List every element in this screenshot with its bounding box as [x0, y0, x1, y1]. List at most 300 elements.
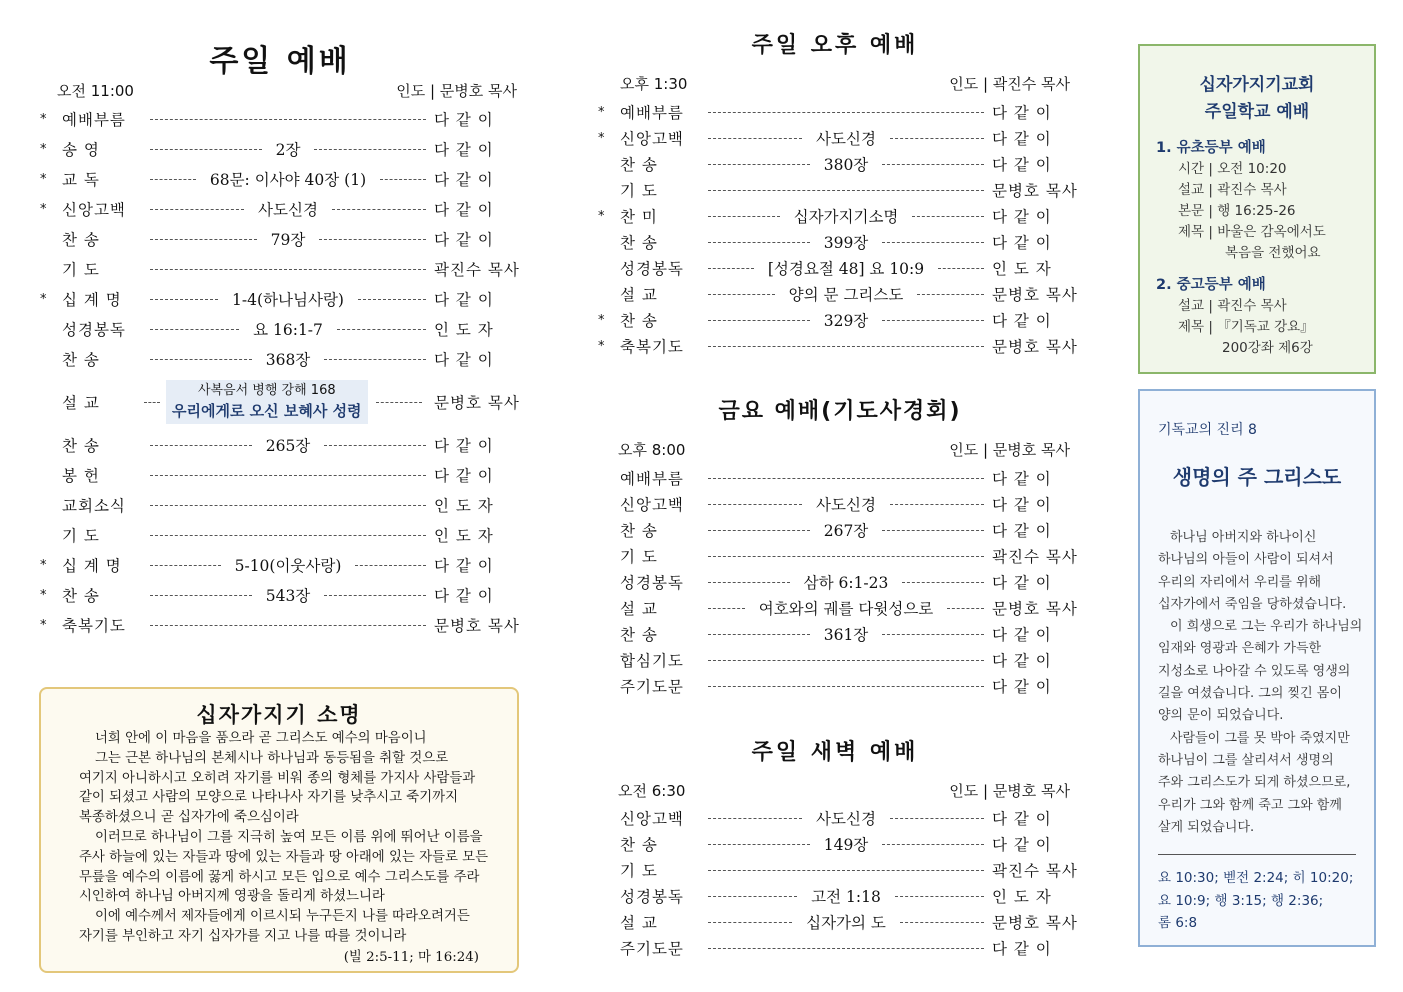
leader-line — [882, 530, 984, 531]
order-item-leader: 다 같 이 — [434, 587, 494, 605]
leader-line — [708, 582, 790, 583]
order-item-leader: 다 같 이 — [992, 156, 1052, 174]
leader-line — [902, 582, 984, 583]
standing-mark: * — [40, 111, 47, 127]
order-item — [40, 164, 516, 194]
leader-line — [150, 565, 221, 566]
order-item-leader: 다 같 이 — [992, 810, 1052, 828]
order-item-leader: 다 같 이 — [992, 678, 1052, 696]
order-item-detail: 329장 — [823, 312, 869, 330]
order-item-detail: 여호와의 궤를 다윗성으로 — [758, 600, 934, 618]
order-item-label: 신앙고백 — [620, 130, 684, 148]
order-item-leader: 다 같 이 — [992, 574, 1052, 592]
order-item-detail: 1-4(하나님사랑) — [232, 291, 344, 309]
order-item — [598, 569, 1070, 595]
main-service-order — [40, 104, 520, 640]
elementary-subject-cont: 복음을 전했어요 — [1225, 245, 1321, 261]
calling-line: 같이 되셨고 사람의 모양으로 나타나사 자기를 낮추시고 죽기까지 — [79, 790, 459, 806]
leader-line — [912, 216, 984, 217]
order-item-detail: 고전 1:18 — [811, 888, 881, 906]
leader-line — [708, 294, 775, 295]
dawn-service-leader: 인도 | 문병호 목사 — [949, 782, 1070, 800]
order-item-leader: 다 같 이 — [434, 111, 494, 129]
elementary-heading: 1. 유초등부 예배 — [1156, 140, 1266, 156]
truth-title: 생명의 주 그리스도 — [1172, 465, 1342, 489]
leader-line — [319, 239, 426, 240]
leader-line — [150, 149, 262, 150]
truth-line: 하나님의 아들이 사람이 되셔서 — [1158, 552, 1334, 568]
order-item — [598, 229, 1070, 255]
order-item — [598, 883, 1070, 909]
afternoon-service-order — [598, 99, 1078, 359]
order-item-detail: 삼하 6:1-23 — [803, 574, 889, 592]
leader-line — [890, 138, 984, 139]
order-item-label: 신앙고백 — [620, 810, 684, 828]
youth-section — [1156, 273, 1366, 359]
truth-line: 양의 문이 되었습니다. — [1158, 708, 1284, 724]
leader-line — [708, 530, 810, 531]
leader-line — [150, 595, 252, 596]
truth-line: 길을 여셨습니다. 그의 찢긴 몸이 — [1158, 686, 1342, 702]
elementary-section — [1156, 136, 1366, 264]
leader-line — [895, 896, 984, 897]
leader-line — [358, 299, 426, 300]
standing-mark: * — [40, 557, 47, 573]
leader-line — [708, 634, 810, 635]
order-item-label: 합심기도 — [620, 652, 684, 670]
order-item-detail: 사도신경 — [816, 496, 876, 514]
leader-line — [708, 346, 984, 347]
truth-line: 지성소로 나아갈 수 있도록 영생의 — [1158, 663, 1351, 679]
order-item-label: 예배부름 — [620, 104, 684, 122]
order-item-leader: 다 같 이 — [434, 291, 494, 309]
leader-line — [150, 625, 426, 626]
standing-mark: * — [40, 201, 47, 217]
truth-line: 이 희생으로 그는 우리가 하나님의 — [1170, 619, 1363, 635]
sunday-school-title-2: 주일학교 예배 — [1204, 102, 1310, 122]
order-item-leader: 문병호 목사 — [434, 394, 520, 412]
truth-line: 사람들이 그를 못 박아 죽였지만 — [1170, 730, 1350, 746]
order-item-leader: 다 같 이 — [992, 130, 1052, 148]
standing-mark: * — [598, 312, 605, 328]
order-item-leader: 다 같 이 — [992, 940, 1052, 958]
leader-line — [708, 686, 984, 687]
sermon-row — [40, 374, 520, 430]
truth-divider — [1158, 854, 1356, 855]
order-item-leader: 인 도 자 — [434, 527, 494, 545]
order-item-label: 설 교 — [620, 600, 658, 618]
order-item — [40, 550, 516, 580]
calling-box — [39, 687, 519, 973]
order-item-leader: 다 같 이 — [434, 437, 494, 455]
truth-line: 우리의 자리에서 우리를 위해 — [1158, 574, 1322, 590]
leader-line — [150, 535, 426, 536]
friday-service-title: 금요 예배(기도사경회) — [718, 399, 962, 424]
order-item-label: 찬 송 — [620, 626, 658, 644]
leader-line — [882, 844, 984, 845]
friday-service-meta — [618, 439, 1070, 460]
leader-line — [708, 896, 797, 897]
main-service-meta — [57, 80, 517, 101]
leader-line — [150, 269, 426, 270]
leader-line — [314, 149, 426, 150]
sermon-box — [166, 380, 368, 423]
order-item-leader: 다 같 이 — [992, 522, 1052, 540]
calling-line: 여기지 아니하시고 오히려 자기를 비워 종의 형체를 가지사 사람들과 — [79, 770, 476, 786]
order-item-label: 교 독 — [62, 171, 100, 189]
afternoon-service-leader: 인도 | 곽진수 목사 — [949, 75, 1070, 93]
leader-line — [708, 922, 792, 923]
main-service-title: 주일 예배 — [209, 44, 351, 79]
leader-line — [708, 164, 810, 165]
standing-mark: * — [40, 587, 47, 603]
main-service-leader: 인도 | 문병호 목사 — [396, 82, 517, 100]
order-item-detail: 79장 — [270, 231, 306, 249]
order-item-leader: 문병호 목사 — [434, 617, 520, 635]
order-item-label: 찬 송 — [620, 234, 658, 252]
order-item — [598, 281, 1078, 307]
order-item-label: 찬 송 — [62, 231, 100, 249]
order-item-leader: 다 같 이 — [434, 141, 494, 159]
friday-service-time: 오후 8:00 — [618, 441, 686, 459]
leader-line — [890, 818, 984, 819]
leader-line — [708, 818, 802, 819]
order-item-leader: 문병호 목사 — [992, 182, 1078, 200]
standing-mark: * — [598, 104, 605, 120]
order-item-label: 찬 송 — [620, 522, 658, 540]
calling-line: 무릎을 예수의 이름에 꿇게 하시고 모든 입으로 예수 그리스도를 주라 — [79, 869, 480, 885]
order-item-detail: 361장 — [823, 626, 869, 644]
order-item-leader: 문병호 목사 — [992, 600, 1078, 618]
elementary-preacher: 설교 | 곽진수 목사 — [1178, 182, 1287, 198]
order-item-label: 설 교 — [620, 286, 658, 304]
leader-line — [150, 445, 252, 446]
truth-box — [1138, 389, 1376, 947]
standing-mark: * — [598, 130, 605, 146]
calling-line: 복종하셨으니 곧 십자가에 죽으심이라 — [79, 810, 299, 826]
leader-line — [332, 209, 426, 210]
order-item — [598, 203, 1070, 229]
order-item-leader: 문병호 목사 — [992, 286, 1078, 304]
order-item-detail: 399장 — [823, 234, 869, 252]
order-item — [598, 647, 1070, 673]
leader-line — [708, 190, 984, 191]
leader-line — [708, 138, 802, 139]
order-item-label: 찬 송 — [620, 836, 658, 854]
leader-line — [150, 209, 244, 210]
dawn-service-title: 주일 새벽 예배 — [751, 740, 919, 765]
leader-line — [708, 478, 984, 479]
order-item-detail: 380장 — [823, 156, 869, 174]
afternoon-service-meta — [620, 73, 1070, 94]
order-item-detail: 68문: 이사야 40장 (1) — [209, 171, 367, 189]
order-item — [40, 580, 516, 610]
order-item — [40, 134, 516, 164]
leader-line — [708, 608, 745, 609]
order-item-label: 축복기도 — [62, 617, 126, 635]
order-item — [598, 333, 1078, 359]
leader-line — [380, 179, 426, 180]
order-item — [598, 909, 1078, 935]
order-item-detail: 요 16:1-7 — [253, 321, 323, 339]
order-item-detail: [성경요절 48] 요 10:9 — [767, 260, 925, 278]
calling-line: 이에 예수께서 제자들에게 이르시되 누구든지 나를 따라오려거든 — [95, 909, 470, 925]
leader-line — [882, 242, 984, 243]
order-item-leader: 다 같 이 — [434, 467, 494, 485]
order-item-detail: 사도신경 — [816, 810, 876, 828]
order-item-label: 신앙고백 — [620, 496, 684, 514]
leader-line — [882, 164, 984, 165]
leader-line — [144, 402, 160, 403]
order-item — [598, 177, 1078, 203]
calling-line: 그는 근본 하나님의 본체시나 하나님과 동등됨을 취할 것으로 — [95, 750, 449, 766]
dawn-service-meta — [618, 780, 1070, 801]
order-item-label: 주기도문 — [620, 678, 684, 696]
leader-line — [708, 844, 810, 845]
order-item-leader: 다 같 이 — [992, 496, 1052, 514]
leader-line — [917, 294, 984, 295]
order-item — [598, 151, 1070, 177]
standing-mark: * — [40, 141, 47, 157]
order-item-label: 설 교 — [620, 914, 658, 932]
calling-text — [79, 729, 509, 947]
leader-line — [150, 329, 239, 330]
order-item-leader: 다 같 이 — [992, 652, 1052, 670]
order-item — [40, 194, 516, 224]
calling-line: 너희 안에 이 마음을 품으라 곧 그리스도 예수의 마음이니 — [95, 731, 427, 746]
order-item-label: 찬 송 — [620, 156, 658, 174]
dawn-service-order — [598, 805, 1078, 961]
order-item — [598, 491, 1070, 517]
order-item-label: 찬 송 — [62, 437, 100, 455]
leader-line — [150, 239, 257, 240]
standing-mark: * — [40, 291, 47, 307]
order-item-label: 설 교 — [62, 394, 100, 412]
order-item — [598, 595, 1078, 621]
order-item-label: 기 도 — [62, 261, 100, 279]
order-item — [598, 517, 1070, 543]
order-item — [598, 857, 1078, 883]
order-item-leader: 인 도 자 — [992, 888, 1052, 906]
youth-preacher: 설교 | 곽진수 목사 — [1178, 298, 1287, 314]
order-item-label: 성경봉독 — [62, 321, 126, 339]
leader-line — [708, 948, 984, 949]
leader-line — [708, 242, 810, 243]
truth-line: 살게 되었습니다. — [1158, 819, 1255, 835]
leader-line — [890, 504, 984, 505]
sunday-school-title-1: 십자가지기교회 — [1199, 75, 1315, 95]
leader-line — [708, 112, 984, 113]
order-item — [598, 831, 1070, 857]
leader-line — [337, 329, 426, 330]
order-item-label: 성경봉독 — [620, 888, 684, 906]
order-item-leader: 인 도 자 — [434, 321, 494, 339]
leader-line — [708, 268, 754, 269]
afternoon-service-title: 주일 오후 예배 — [751, 33, 919, 58]
leader-line — [708, 320, 810, 321]
truth-line: 우리가 그와 함께 죽고 그와 함께 — [1158, 797, 1342, 813]
leader-line — [882, 320, 984, 321]
order-item-leader: 인 도 자 — [434, 497, 494, 515]
standing-mark: * — [40, 617, 47, 633]
order-item-leader: 곽진수 목사 — [992, 548, 1078, 566]
order-item-leader: 다 같 이 — [992, 836, 1052, 854]
friday-service-order — [598, 465, 1078, 699]
elementary-subject: 제목 | 바울은 감옥에서도 — [1178, 224, 1326, 240]
order-item-label: 찬 송 — [62, 351, 100, 369]
youth-heading: 2. 중고등부 예배 — [1156, 277, 1266, 293]
order-item-detail: 사도신경 — [258, 201, 318, 219]
truth-line: 주와 그리스도가 되게 하셨으므로, — [1158, 775, 1351, 791]
order-item-leader: 다 같 이 — [992, 470, 1052, 488]
leader-line — [324, 359, 426, 360]
leader-line — [938, 268, 984, 269]
standing-mark: * — [598, 338, 605, 354]
order-item-detail: 십자가지기소명 — [793, 208, 899, 226]
afternoon-service-time: 오후 1:30 — [620, 75, 688, 93]
order-item-label: 예배부름 — [62, 111, 126, 129]
leader-line — [708, 660, 984, 661]
sermon-title: 우리에게로 오신 보혜사 성령 — [172, 401, 362, 420]
order-item — [40, 610, 520, 640]
order-item-label: 송 영 — [62, 141, 100, 159]
main-service-time: 오전 11:00 — [57, 82, 134, 100]
order-item — [40, 224, 516, 254]
order-item — [40, 254, 520, 284]
order-item — [40, 430, 516, 460]
leader-line — [150, 179, 196, 180]
elementary-text: 본문 | 행 16:25-26 — [1178, 203, 1296, 219]
order-item-leader: 문병호 목사 — [992, 338, 1078, 356]
leader-line — [882, 634, 984, 635]
order-item-label: 성경봉독 — [620, 260, 684, 278]
order-item — [598, 307, 1070, 333]
standing-mark: * — [598, 208, 605, 224]
order-item-leader: 곽진수 목사 — [992, 862, 1078, 880]
order-item-label: 기 도 — [620, 862, 658, 880]
order-item-label: 축복기도 — [620, 338, 684, 356]
truth-series: 기독교의 진리 8 — [1158, 422, 1257, 438]
order-item-detail: 265장 — [265, 437, 311, 455]
order-item — [598, 805, 1070, 831]
order-item-leader: 다 같 이 — [434, 231, 494, 249]
order-item-leader: 다 같 이 — [992, 626, 1052, 644]
order-item — [40, 520, 516, 550]
order-item-leader: 다 같 이 — [992, 208, 1052, 226]
order-item-label: 찬 송 — [620, 312, 658, 330]
order-item-label: 기 도 — [620, 548, 658, 566]
calling-line: 이러므로 하나님이 그를 지극히 높여 모든 이름 위에 뛰어난 이름을 — [95, 829, 483, 845]
order-item — [40, 344, 516, 374]
leader-line — [150, 119, 426, 120]
calling-reference: (빌 2:5-11; 마 16:24) — [343, 950, 479, 965]
leader-line — [324, 445, 426, 446]
elementary-time: 시간 | 오전 10:20 — [1178, 161, 1287, 177]
calling-line: 자기를 부인하고 자기 십자가를 지고 나를 따를 것이니라 — [79, 928, 407, 944]
order-item-leader: 곽진수 목사 — [434, 261, 520, 279]
calling-line: 주사 하늘에 있는 자들과 땅에 있는 자들과 땅 아래에 있는 자들로 모든 — [79, 849, 489, 865]
order-item-label: 십 계 명 — [62, 291, 122, 309]
order-item-leader: 다 같 이 — [434, 201, 494, 219]
order-item — [598, 125, 1070, 151]
order-item-detail: 543장 — [265, 587, 311, 605]
order-item-leader: 인 도 자 — [992, 260, 1052, 278]
leader-line — [324, 595, 426, 596]
calling-title: 십자가지기 소명 — [196, 703, 362, 727]
truth-ref-line: 요 10:9; 행 3:15; 행 2:36; — [1158, 892, 1324, 909]
order-item-label: 찬 송 — [62, 587, 100, 605]
calling-line: 시인하여 하나님 아버지께 영광을 돌리게 하셨느니라 — [79, 889, 385, 905]
order-item-leader: 다 같 이 — [992, 234, 1052, 252]
truth-line: 십자가에서 죽임을 당하셨습니다. — [1158, 596, 1347, 612]
order-item — [598, 673, 1070, 699]
leader-line — [708, 556, 984, 557]
standing-mark: * — [40, 171, 47, 187]
leader-line — [376, 402, 422, 403]
dawn-service-time: 오전 6:30 — [618, 782, 686, 800]
order-item — [598, 465, 1070, 491]
leader-line — [708, 216, 780, 217]
leader-line — [900, 922, 984, 923]
order-item-detail: 368장 — [265, 351, 311, 369]
order-item-detail: 사도신경 — [816, 130, 876, 148]
order-item-label: 예배부름 — [620, 470, 684, 488]
order-item-leader: 다 같 이 — [434, 171, 494, 189]
order-item — [598, 255, 1070, 281]
truth-references — [1158, 867, 1353, 935]
youth-subject-cont: 200강좌 제6강 — [1222, 340, 1313, 356]
leader-line — [150, 505, 426, 506]
order-item-label: 성경봉독 — [620, 574, 684, 592]
order-item-label: 십 계 명 — [62, 557, 122, 575]
order-item-detail: 2장 — [275, 141, 301, 159]
order-item-label: 봉 헌 — [62, 467, 100, 485]
leader-line — [708, 870, 984, 871]
order-item — [40, 490, 516, 520]
order-item — [40, 314, 516, 344]
order-item-label: 교회소식 — [62, 497, 126, 515]
order-item — [598, 621, 1070, 647]
order-item-label: 기 도 — [62, 527, 100, 545]
truth-body — [1158, 527, 1362, 839]
order-item-leader: 다 같 이 — [992, 312, 1052, 330]
order-item-detail: 양의 문 그리스도 — [788, 286, 904, 304]
order-item-leader: 다 같 이 — [992, 104, 1052, 122]
leader-line — [150, 359, 252, 360]
order-item-leader: 문병호 목사 — [992, 914, 1078, 932]
truth-line: 임재와 영광과 은혜가 가득한 — [1158, 641, 1322, 657]
sunday-school-box — [1138, 44, 1376, 374]
order-item — [40, 284, 516, 314]
order-item-label: 신앙고백 — [62, 201, 126, 219]
order-item-leader: 다 같 이 — [434, 351, 494, 369]
order-item-detail: 5-10(이웃사랑) — [234, 557, 342, 575]
order-item-detail: 149장 — [823, 836, 869, 854]
truth-ref-line: 요 10:30; 벧전 2:24; 히 10:20; — [1158, 870, 1354, 886]
youth-subject: 제목 | 『기독교 강요』 — [1178, 319, 1314, 335]
sermon-series: 사복음서 병행 강해 168 — [197, 383, 336, 399]
order-item-label: 기 도 — [620, 182, 658, 200]
order-item — [598, 543, 1078, 569]
leader-line — [150, 299, 218, 300]
leader-line — [947, 608, 984, 609]
leader-line — [708, 504, 802, 505]
leader-line — [355, 565, 426, 566]
order-item-detail: 267장 — [823, 522, 869, 540]
truth-line: 하나님이 그를 살리셔서 생명의 — [1158, 752, 1334, 768]
order-item-label: 찬 미 — [620, 208, 658, 226]
leader-line — [150, 475, 426, 476]
